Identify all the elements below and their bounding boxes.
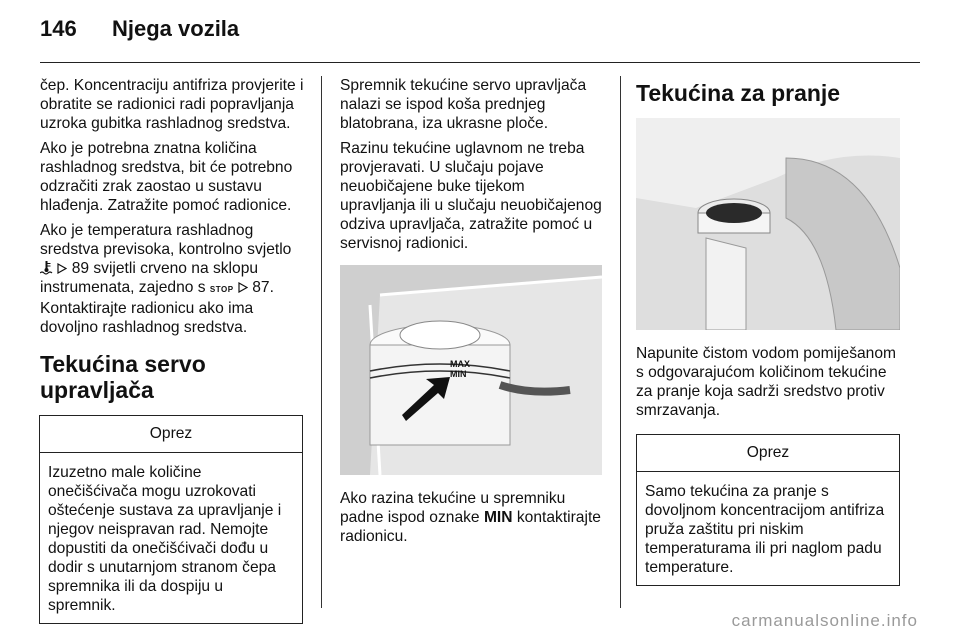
column-divider-2 <box>620 76 621 608</box>
max-label: MAX <box>450 359 470 369</box>
text: kontaktirajte radionicu. <box>340 509 601 545</box>
coolant-temperature-icon <box>40 261 53 275</box>
section-heading: Tekućina za pranje <box>636 80 841 106</box>
triangle-right-icon <box>238 282 248 293</box>
column-divider-1 <box>321 76 322 608</box>
reservoir-illustration <box>340 265 602 475</box>
caution-title: Oprez <box>637 435 899 472</box>
min-mark: MIN <box>483 509 513 526</box>
paragraph: čep. Koncentraciju antifriza provjerite i obratite se radionici radi popravljanja uzroka gubitka rashladnog sredstva. <box>40 77 304 132</box>
text: 89 svijetli crveno na sklopu instrumenata, zajedno s <box>40 260 259 296</box>
caution-body: Izuzetno male količine onečišćivača mogu uzrokovati oštećenje sustava za upravljanje i njegov neispravan rad. Nemojte dopustiti da onečišćivači dođu u dodir s unutarnjom stranom čepa spremnika ili da dospiju u spremnik. <box>48 464 282 614</box>
stop-symbol: STOP <box>209 285 234 294</box>
text: Ako razina tekućine u spremniku padne ispod oznake <box>340 490 566 526</box>
washer-illustration <box>636 118 900 330</box>
section-heading: Tekućina servo upravljača <box>40 351 206 403</box>
column-3 <box>636 76 902 586</box>
caution-box <box>636 434 900 586</box>
text: Ako je temperatura rashladnog sredstva previsoka, kontrolno svjetlo <box>40 222 292 258</box>
paragraph: Razinu tekućine uglavnom ne treba provjeravati. U slučaju pojave neuobičajene buke tijekom upravljanja ili u slučaju neuobičajenog odziva upravljača, zatražite pomoć u servisnoj radionici. <box>340 140 602 252</box>
caution-box <box>39 415 303 624</box>
paragraph: Ako je potrebna znatna količina rashladnog sredstva, bit će potrebno odzračiti zrak zaostao u sustavu hlađenja. Zatražite pomoć radionice. <box>40 140 293 214</box>
header-rule <box>40 62 920 63</box>
caution-body: Samo tekućina za pranje s dovoljnom koncentracijom antifriza pruža zaštitu pri niskim temperaturama ili pri naglom padu temperature. <box>645 483 885 576</box>
watermark: carmanualsonline.info <box>731 611 918 630</box>
paragraph <box>40 221 304 337</box>
power-steering-reservoir-image <box>340 265 602 475</box>
page-number: 146 <box>40 16 77 41</box>
triangle-right-icon <box>57 263 67 274</box>
washer-reservoir-image <box>636 118 900 330</box>
page-header <box>40 16 239 42</box>
min-label: MIN <box>450 369 467 379</box>
paragraph: Napunite čistom vodom pomiješanom s odgovarajućom količinom tekućine za pranje koja sadrži sredstvo protiv smrzavanja. <box>636 345 897 419</box>
paragraph <box>340 489 604 546</box>
page-title: Njega vozila <box>112 16 240 41</box>
caution-title: Oprez <box>40 416 302 453</box>
paragraph: Spremnik tekućine servo upravljača nalazi se ispod koša prednjeg blatobrana, iza ukrasne ploče. <box>340 77 587 132</box>
text: 87. Kontaktirajte radionicu ako ima dovoljno rashladnog sredstva. <box>40 279 274 336</box>
column-2 <box>340 76 604 552</box>
column-1 <box>40 76 304 624</box>
